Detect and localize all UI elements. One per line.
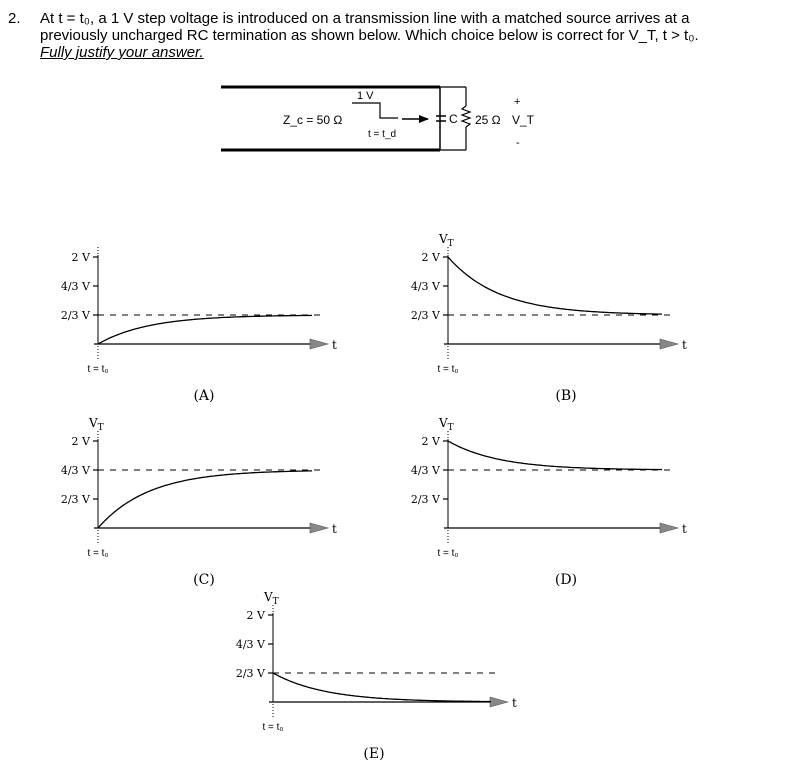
- response-curve: [98, 315, 312, 344]
- x-axis-arrowhead: [490, 697, 508, 707]
- response-curve: [98, 471, 312, 528]
- step-label: 1 V: [357, 90, 374, 102]
- y-axis-label: $V_T$: [264, 590, 279, 607]
- x-axis-arrowhead: [310, 523, 328, 533]
- x-axis-label: t: [682, 522, 687, 536]
- response-curve: [448, 441, 662, 470]
- chart-5: [236, 590, 517, 762]
- response-curve: [448, 257, 662, 314]
- y-tick-label: 4/3 V: [60, 280, 90, 293]
- time-label: t = t_d: [368, 129, 397, 140]
- y-tick-label: 4/3 V: [410, 280, 440, 293]
- y-tick-label: 2 V: [421, 251, 440, 264]
- y-tick-label: 2/3 V: [410, 493, 440, 506]
- y-tick-label: 2/3 V: [60, 309, 90, 322]
- output-label: V_T: [512, 113, 535, 127]
- chart-2: [411, 232, 687, 404]
- step-waveform: [352, 103, 398, 118]
- minus-sign: -: [516, 137, 520, 149]
- question-line-3: Fully justify your answer.: [40, 44, 204, 61]
- x-axis-label: t: [332, 338, 337, 352]
- panel-label: (D): [554, 572, 578, 588]
- y-tick-label: 4/3 V: [410, 464, 440, 477]
- x-axis-arrowhead: [310, 339, 328, 349]
- x-axis-arrowhead: [660, 523, 678, 533]
- question-line-1: At t = t₀, a 1 V step voltage is introduced on a transmission line with a matched source arrives at a: [40, 10, 690, 27]
- resistor-zigzag: [462, 106, 470, 127]
- resistor-label: 25 Ω: [475, 113, 501, 127]
- question-number: 2.: [8, 10, 21, 27]
- x-axis-label: t: [682, 338, 687, 352]
- y-tick-label: 2 V: [246, 609, 265, 622]
- x-axis-arrowhead: [660, 339, 678, 349]
- chart-3: [61, 416, 337, 588]
- impedance-label: Z_c = 50 Ω: [283, 113, 343, 127]
- time-marker-label: t = t₀: [87, 548, 109, 559]
- circuit-diagram: [221, 87, 535, 150]
- y-axis-label: $V_T$: [439, 232, 454, 249]
- panel-label: (C): [193, 572, 215, 588]
- y-axis-label: $V_T$: [89, 416, 104, 433]
- chart-4: [411, 416, 687, 588]
- y-tick-label: 4/3 V: [60, 464, 90, 477]
- panel-label: (A): [193, 388, 215, 404]
- y-tick-label: 2/3 V: [60, 493, 90, 506]
- time-marker-label: t = t₀: [437, 548, 459, 559]
- plus-sign: +: [514, 96, 521, 108]
- y-tick-label: 4/3 V: [235, 638, 265, 651]
- y-tick-label: 2/3 V: [235, 667, 265, 680]
- x-axis-label: t: [332, 522, 337, 536]
- time-marker-label: t = t₀: [437, 364, 459, 375]
- time-marker-label: t = t₀: [262, 722, 284, 733]
- time-marker-label: t = t₀: [87, 364, 109, 375]
- y-tick-label: 2 V: [71, 251, 90, 264]
- chart-1: [61, 247, 337, 404]
- panel-label: (E): [363, 746, 385, 762]
- response-curve: [273, 673, 491, 702]
- capacitor-label: C: [449, 112, 458, 126]
- charts-group: [61, 232, 687, 762]
- y-axis-label: $V_T$: [439, 416, 454, 433]
- x-axis-label: t: [512, 696, 517, 710]
- y-tick-label: 2 V: [421, 435, 440, 448]
- y-tick-label: 2 V: [71, 435, 90, 448]
- question-line-2: previously uncharged RC termination as shown below. Which choice below is correct for V_T, t > t₀.: [40, 27, 699, 44]
- panel-label: (B): [555, 388, 577, 404]
- y-tick-label: 2/3 V: [410, 309, 440, 322]
